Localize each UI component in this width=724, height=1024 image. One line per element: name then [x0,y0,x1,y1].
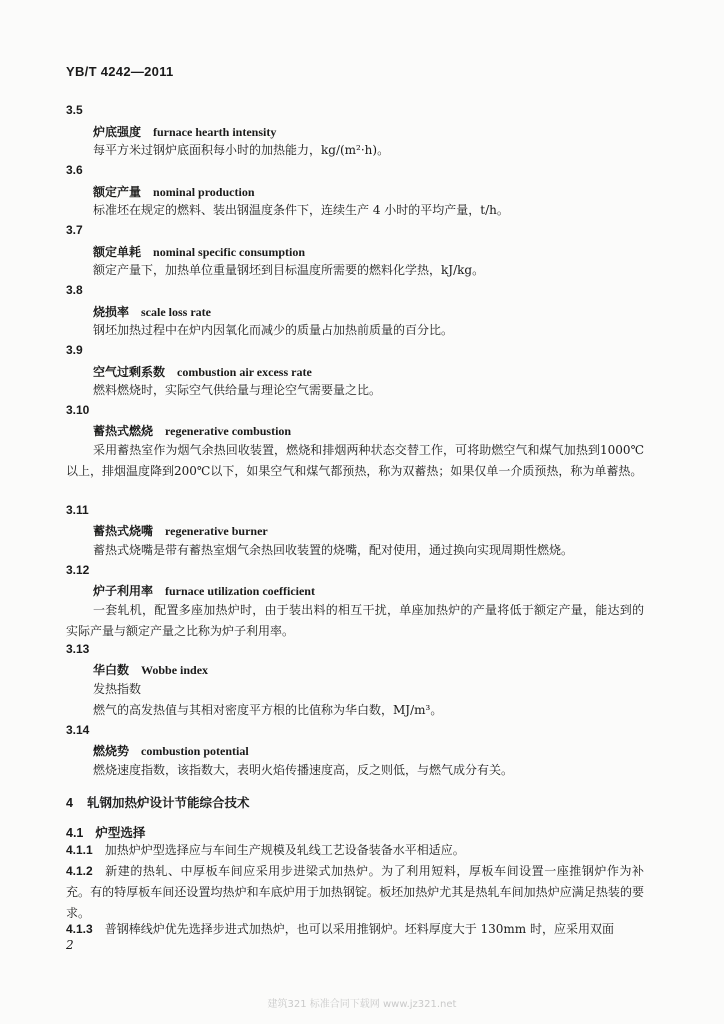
subsection-heading [66,823,145,841]
term-zh: 蓄热式烧嘴 [93,524,154,538]
term-en: regenerative burner [165,524,268,538]
section-title: 轧钢加热炉设计节能综合技术 [86,795,250,810]
term-zh: 燃烧势 [93,744,130,758]
term-zh: 额定单耗 [93,245,142,259]
term-number: 3.11 [66,503,89,517]
clause-paragraph [66,840,644,861]
term-definition: 每平方米过钢炉底面积每小时的加热能力，kg/(m²·h)。 [93,143,390,157]
term-definition: 发热指数 [93,682,142,696]
term-en: regenerative combustion [165,424,292,438]
term-en: Wobbe index [141,663,209,677]
term-heading [93,582,315,599]
section-number: 4 [66,796,73,810]
clause-text: 普钢棒线炉优先选择步进式加热炉，也可以采用推钢炉。坯料厚度大于 130mm 时，应采用双面 [104,922,614,936]
term-number: 3.7 [66,223,83,237]
term-number: 3.8 [66,283,83,297]
term-number: 3.9 [66,343,83,357]
term-en: combustion air excess rate [177,365,312,379]
clause-text: 新建的热轧、中厚板车间应采用步进梁式加热炉。为了利用短料，厚板车间设置一座推钢炉作为补充。有的特厚板车间还设置均热炉和车底炉用于加热钢锭。板坯加热炉尤其是热轧车间加热炉应满足热装的要求。 [66,864,644,920]
term-definition-extra: 燃气的高发热值与其相对密度平方根的比值称为华白数，MJ/m³。 [93,703,443,717]
clause-paragraph [66,919,644,940]
term-heading [93,363,312,380]
standard-number-header: YB/T 4242—2011 [66,64,174,79]
term-definition: 钢坯加热过程中在炉内因氧化而减少的质量占加热前质量的百分比。 [93,323,454,337]
clause-number: 4.1.3 [66,922,93,936]
term-number: 3.12 [66,563,90,577]
subsection-title: 炉型选择 [95,825,146,840]
term-zh: 蓄热式燃烧 [93,424,154,438]
term-en: nominal production [153,185,255,199]
term-heading [93,661,208,678]
term-definition: 标准坯在规定的燃料、装出钢温度条件下，连续生产 4 小时的平均产量，t/h。 [93,203,509,217]
section-heading [66,793,249,811]
term-zh: 炉子利用率 [93,584,154,598]
term-definition: 燃烧速度指数，该指数大，表明火焰传播速度高，反之则低，与燃气成分有关。 [93,763,514,777]
term-definition: 额定产量下，加热单位重量钢坯到目标温度所需要的燃料化学热，kJ/kg。 [93,263,485,277]
term-definition: 采用蓄热室作为烟气余热回收装置，燃烧和排烟两种状态交替工作，可将助燃空气和煤气加热到1000℃以上，排烟温度降到200℃以下，如果空气和煤气都预热，称为双蓄热；如果仅单一介质预热，称为单蓄热。 [66,443,644,478]
clause-number: 4.1.1 [66,843,93,857]
term-definition: 燃料燃烧时，实际空气供给量与理论空气需要量之比。 [93,383,382,397]
term-heading [93,522,268,539]
term-zh: 华白数 [93,663,130,677]
term-en: scale loss rate [141,305,211,319]
term-number: 3.10 [66,403,90,417]
term-zh: 空气过剩系数 [93,365,166,379]
term-definition: 蓄热式烧嘴是带有蓄热室烟气余热回收装置的烧嘴，配对使用，通过换向实现周期性燃烧。 [93,543,574,557]
watermark: 建筑321 标准合同下载网 www.jz321.net [267,999,457,1010]
term-zh: 炉底强度 [93,125,142,139]
term-heading [93,742,249,759]
clause-text: 加热炉炉型选择应与车间生产规模及轧线工艺设备装备水平相适应。 [104,843,465,857]
term-en: furnace utilization coefficient [165,584,315,598]
clause-paragraph [66,861,644,924]
term-en: combustion potential [141,744,249,758]
term-number: 3.5 [66,103,83,117]
term-number: 3.6 [66,163,83,177]
subsection-number: 4.1 [66,826,84,840]
term-number: 3.14 [66,723,90,737]
term-definition: 一套轧机，配置多座加热炉时，由于装出料的相互干扰，单座加热炉的产量将低于额定产量，能达到的实际产量与额定产量之比称为炉子利用率。 [66,603,644,638]
term-heading [93,123,276,140]
term-heading [93,183,255,200]
term-heading [93,243,305,260]
term-heading [93,303,211,320]
page-number: 2 [66,938,74,952]
term-en: nominal specific consumption [153,245,306,259]
term-zh: 额定产量 [93,185,142,199]
clause-number: 4.1.2 [66,864,93,878]
term-number: 3.13 [66,642,90,656]
term-zh: 烧损率 [93,305,130,319]
term-heading [93,422,291,439]
term-en: furnace hearth intensity [153,125,277,139]
